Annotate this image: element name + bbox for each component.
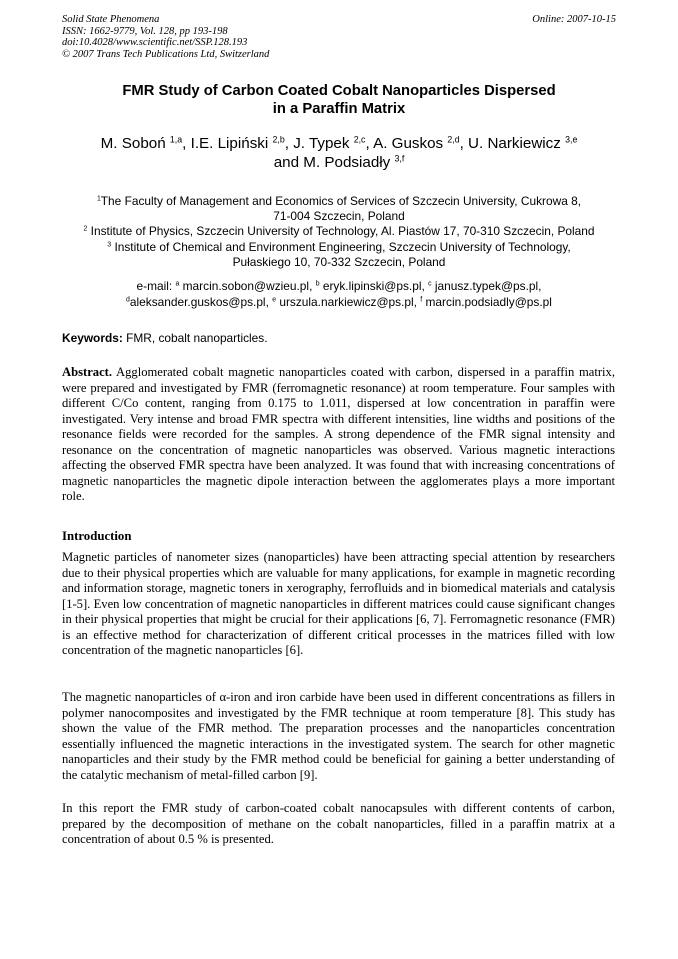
email-separator: , — [413, 294, 421, 309]
title-line-2: in a Paraffin Matrix — [272, 101, 406, 117]
email-block — [62, 279, 616, 310]
author-separator: , — [459, 135, 469, 152]
keywords-text: FMR, cobalt nanoparticles. — [122, 331, 268, 345]
author-name: J. Typek — [293, 135, 350, 152]
affiliation-mark: 3 — [107, 241, 112, 249]
email-separator: , — [421, 279, 429, 293]
email-address[interactable]: marcin.podsiadly@ps.pl — [425, 294, 552, 309]
author-affil-mark: 3,f — [394, 153, 405, 164]
email-address[interactable]: marcin.sobon@wzieu.pl — [182, 279, 310, 293]
email-separator: , — [265, 294, 273, 309]
journal-name: Solid State Phenomena — [62, 14, 160, 25]
introduction-paragraph-3: In this report the FMR study of carbon-coated cobalt nanocapsules with different contents of carbon, prepared by the decomposition of methane on the cobalt nanoparticles, filled in a paraffin matrix at a concentration of about 0.5 % is presented. — [62, 801, 615, 846]
affiliation-text: Institute of Physics, Szczecin University of Technology, Al. Piastów 17, 70-310 Szczecin, Poland — [90, 224, 595, 239]
email-line-1 — [62, 279, 616, 295]
author-affil-mark: 2,d — [447, 134, 460, 145]
author-line-2 — [62, 153, 616, 172]
email-address[interactable]: aleksander.guskos@ps.pl — [129, 294, 266, 309]
introduction-paragraph-2: The magnetic nanoparticles of α-iron and iron carbide have been used in different concentrations as fillers in polymer nanocomposites and investigated by the FMR technique at room temperature [8]. This study has shown the value of the FMR method. The preparation processes and the nanoparticles concentration essentially influenced the magnetic interactions in the investigated system. The search for other magnetic nanoparticles and their study by the FMR method could be beneficial for gaining a better understanding of the catalytic mechanism of metal-filled carbon [9]. — [62, 690, 615, 782]
email-prefix: e-mail: — [136, 279, 176, 293]
affiliation-text: The Faculty of Management and Economics of Services of Szczecin University, Cukrowa 8, — [100, 194, 582, 208]
affiliations — [62, 194, 616, 270]
introduction-paragraph-1: Magnetic particles of nanometer sizes (nanoparticles) have been attracting special attention by researchers due to their physical properties which are valuable for many applications, for example in magnetic recording and information storage, magnetic toners in xerography, ferrofluids and in biomedical materials and catalysis [1-5]. Even low concentration of magnetic nanoparticles in different matrices could cause significant changes in their physical properties that might be crucial for their applications [6, 7]. Ferromagnetic resonance (FMR) is an effective method for characterization of different critical processes in the matrices filled with low concentration of the magnetic nanoparticles [6]. — [62, 550, 615, 657]
author-name: U. Narkiewicz — [468, 135, 561, 152]
author-separator: , — [365, 135, 374, 152]
author-name: and M. Podsiadły — [273, 154, 391, 171]
email-mark: a — [175, 280, 180, 288]
email-mark: e — [272, 296, 277, 304]
affiliation-text: Pułaskiego 10, 70-332 Szczecin, Poland — [232, 254, 446, 269]
keywords — [62, 331, 616, 345]
email-line-2 — [62, 295, 616, 311]
doi-line: doi:10.4028/www.scientific.net/SSP.128.193 — [62, 37, 248, 49]
email-separator: , — [538, 279, 542, 293]
section-heading-introduction: Introduction — [62, 529, 132, 543]
issn-line: ISSN: 1662-9779, Vol. 128, pp 193-198 — [62, 25, 228, 37]
affiliation-text: 71-004 Szczecin, Poland — [273, 209, 405, 224]
author-list — [62, 134, 616, 172]
author-name: A. Guskos — [373, 135, 444, 152]
author-affil-mark: 2,b — [272, 134, 285, 145]
online-date: Online: 2007-10-15 — [532, 14, 616, 25]
journal-header — [62, 14, 269, 60]
paper-title — [62, 82, 616, 118]
copyright-line: © 2007 Trans Tech Publications Ltd, Switzerland — [62, 48, 270, 60]
title-line-1: FMR Study of Carbon Coated Cobalt Nanoparticles Dispersed — [122, 83, 556, 99]
author-line-1 — [62, 134, 616, 153]
affiliation-3 — [62, 240, 616, 270]
author-affil-mark: 3,e — [565, 134, 578, 145]
email-address[interactable]: eryk.lipinski@ps.pl — [322, 279, 422, 293]
author-affil-mark: 2,c — [353, 134, 366, 145]
affiliation-mark: 2 — [83, 226, 88, 234]
author-separator: , — [284, 135, 294, 152]
author-affil-mark: 1,a — [169, 134, 183, 145]
abstract-label: Abstract. — [62, 365, 113, 379]
abstract-text: Agglomerated cobalt magnetic nanoparticles coated with carbon, dispersed in a paraffin matrix, were prepared and investigated by FMR (ferromagnetic resonance) at room temperature. Four samples with different C/Co content, ranging from 0.175 to 1.011, dispersed at low concentration in paraffin were investigated. Very intense and broad FMR spectra with different intensities, line widths and positions of the resonance fields were recorded for the samples. A strong dependence of the FMR signal intensity and resonance on the concentration of magnetic nanoparticles was observed. Various magnetic interactions affecting the observed FMR spectra have been analyzed. It was found that with increasing concentrations of magnetic nanoparticles the magnetic dipole interaction between the agglomerates plays a more important role. — [62, 365, 615, 503]
abstract — [62, 365, 615, 505]
email-mark: c — [428, 280, 432, 288]
affiliation-mark: 1 — [96, 195, 101, 203]
author-separator: , — [182, 135, 191, 152]
affiliation-text: Institute of Chemical and Environment Engineering, Szczecin University of Technology, — [114, 239, 571, 254]
author-name: M. Soboń — [100, 135, 166, 152]
author-name: I.E. Lipiński — [190, 135, 269, 152]
email-separator: , — [309, 279, 316, 293]
email-mark: f — [420, 296, 423, 304]
email-mark: d — [126, 296, 130, 304]
email-mark: b — [315, 280, 320, 288]
affiliation-2 — [62, 224, 616, 239]
email-address[interactable]: janusz.typek@ps.pl — [434, 279, 539, 293]
keywords-label: Keywords: — [62, 331, 123, 345]
email-address[interactable]: urszula.narkiewicz@ps.pl — [279, 294, 414, 309]
affiliation-1 — [62, 194, 616, 224]
